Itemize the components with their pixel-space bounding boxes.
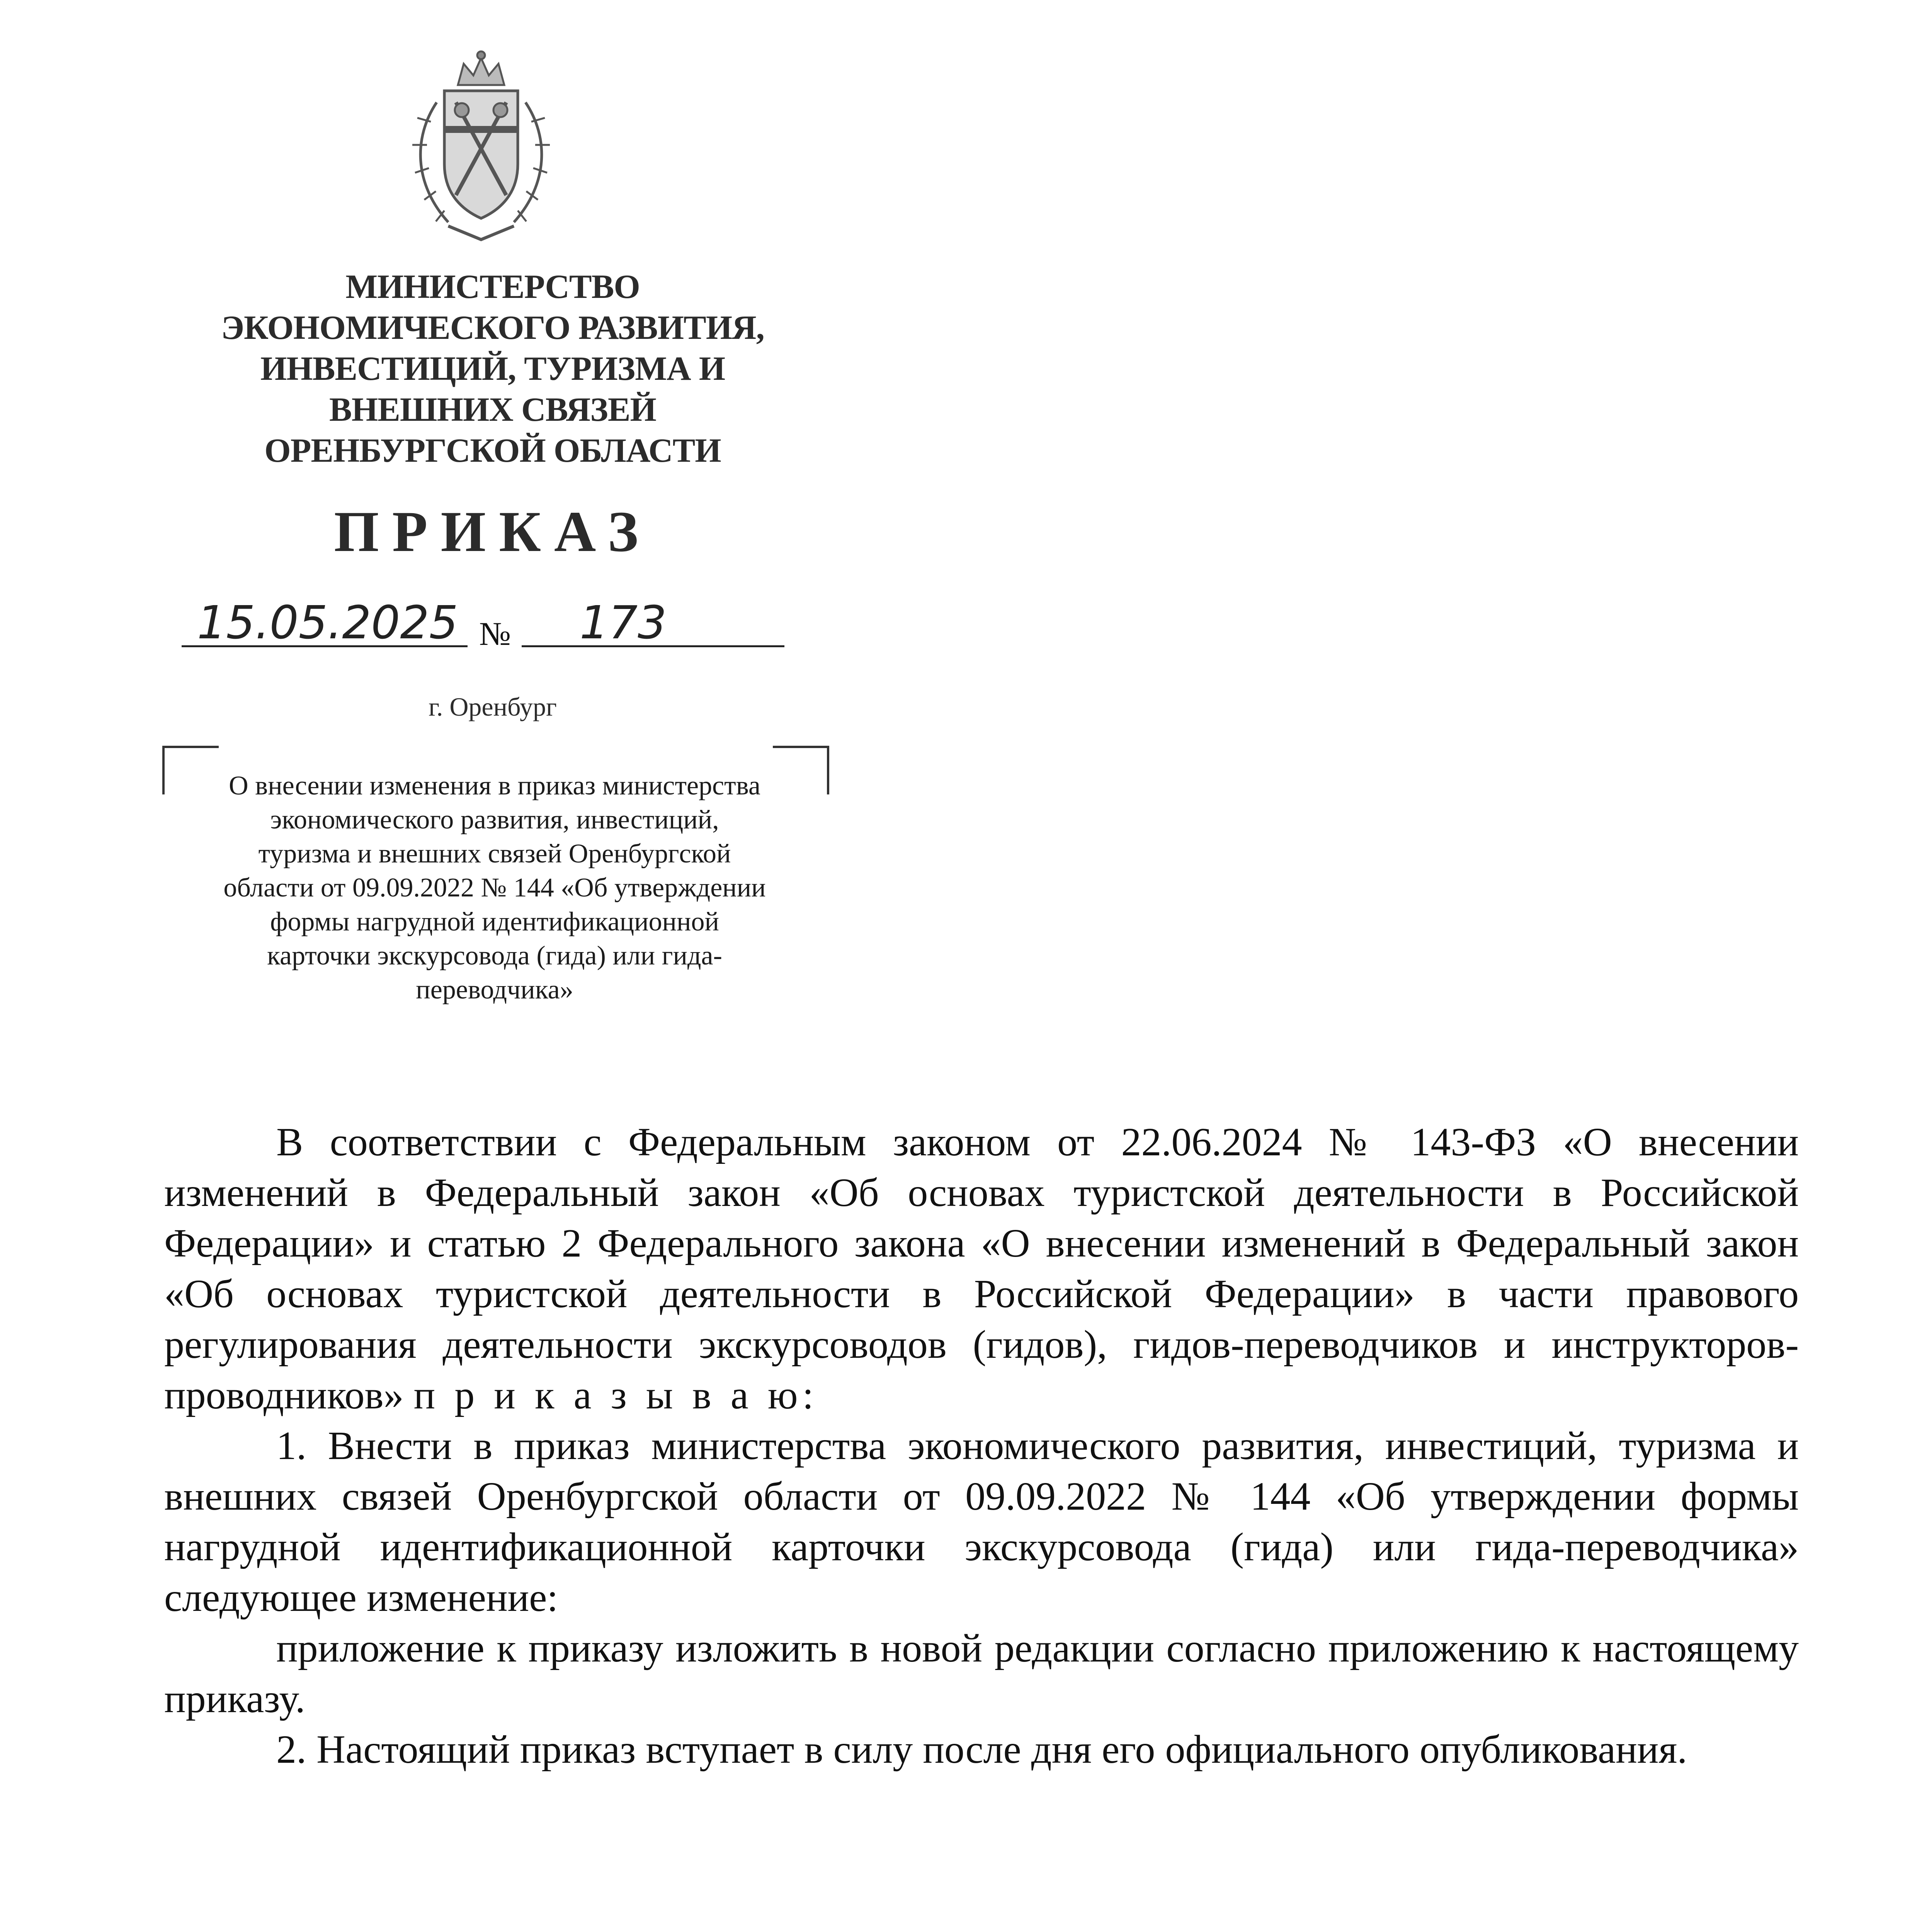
number-sign: №: [479, 615, 511, 652]
city-label: г. Оренбург: [429, 692, 557, 721]
ministry-name-line: ОРЕНБУРГСКОЙ ОБЛАСТИ: [264, 432, 721, 469]
preamble-paragraph: [164, 1117, 1799, 1420]
preamble-text: В соответствии с Федеральным законом от 22.06.2024 № 143-ФЗ «О внесении изменений в Федеральный закон «Об основах туристской деятельности в Российской Федерации» и статью 2 Федерального закона «О внесении изменений в Федеральный закон «Об основах туристской деятельности в Российской Федерации» в части правового регулирования деятельности экскурсоводов (гидов), гидов-переводчиков и инструкторов-проводников»: [164, 1120, 1799, 1417]
subject-line: формы нагрудной идентификационной: [270, 907, 719, 937]
item-1-paragraph: 1. Внести в приказ министерства экономического развития, инвестиций, туризма и внешних связей Оренбургской области от 09.09.2022 № 144 «Об утверждении формы нагрудной идентификационной карточки экскурсовода (гида) или гида-переводчика» следующее изменение:: [164, 1423, 1799, 1620]
ministry-name-line: ИНВЕСТИЦИЙ, ТУРИЗМА И: [260, 350, 725, 388]
ministry-name-line: ВНЕШНИХ СВЯЗЕЙ: [329, 391, 656, 429]
number-field: [522, 596, 784, 649]
coat-of-arms-emblem: [390, 48, 572, 245]
order-word: п р и к а з ы в а ю:: [413, 1373, 818, 1417]
subject-line: О внесении изменения в приказ министерства: [229, 771, 760, 801]
subject-line: переводчика»: [416, 975, 573, 1005]
subject-line: экономического развития, инвестиций,: [270, 805, 719, 835]
subject-line: области от 09.09.2022 № 144 «Об утверждении: [223, 873, 766, 903]
ministry-name-line: МИНИСТЕРСТВО: [345, 268, 640, 306]
item-2-paragraph: 2. Настоящий приказ вступает в силу после дня его официального опубликования.: [276, 1727, 1687, 1772]
order-number: 173: [580, 596, 667, 649]
order-subject: [166, 769, 823, 1007]
subject-line: туризма и внешних связей Оренбургской: [258, 839, 731, 869]
document-type-title: ПРИКАЗ: [334, 500, 651, 564]
order-body: [164, 1117, 1799, 1775]
ministry-name: [116, 267, 869, 471]
subject-line: карточки экскурсовода (гида) или гида-: [267, 941, 722, 971]
date-field: [182, 596, 468, 649]
order-date: 15.05.2025: [197, 596, 458, 649]
ministry-name-line: ЭКОНОМИЧЕСКОГО РАЗВИТИЯ,: [221, 309, 764, 347]
item-1-detail-paragraph: приложение к приказу изложить в новой редакции согласно приложению к настоящему приказу.: [164, 1626, 1799, 1721]
